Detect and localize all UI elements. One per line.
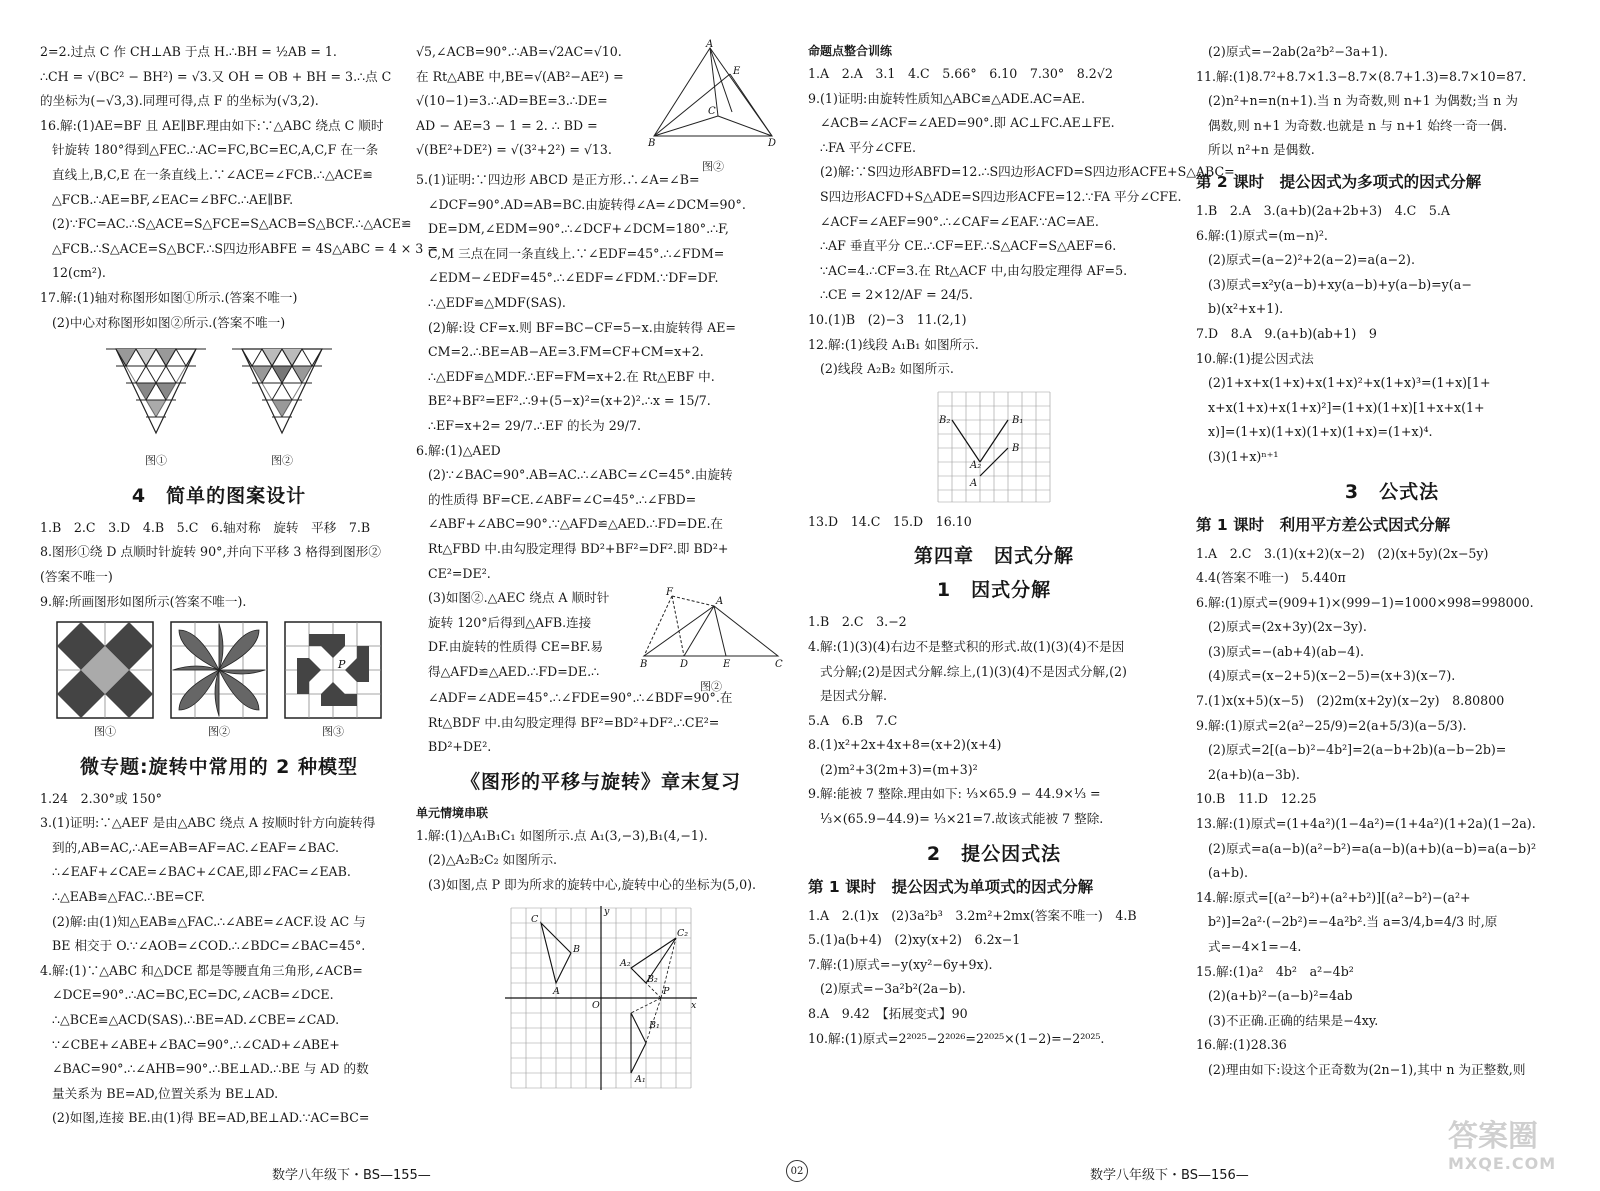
text-line: ∠BAC=90°.∴∠AHB=90°.∴BE⊥AD.∴BE 与 AD 的数: [52, 1061, 369, 1077]
text-line: (3)不正确.正确的结果是−4xy.: [1208, 1012, 1379, 1028]
watermark-logo: [1448, 1120, 1588, 1180]
col4-block-c: [1196, 542, 1588, 1083]
point-label: B₂: [939, 414, 951, 426]
figure-caption: 图①: [94, 725, 116, 739]
point-label: A₂: [620, 957, 631, 969]
text-line: 针旋转 180°得到△FEC.∴AC=FC,BC=EC,A,C,F 在一条: [52, 142, 379, 158]
triangle-pattern-figures: [40, 341, 398, 474]
text-line: △FCB.∴S△ACE=S△BCF.∴S四边形ABFE = 4S△ABC = 4 × 3 =: [52, 240, 438, 256]
text-line: √5,∠ACB=90°.∴AB=√2AC=√10.: [416, 44, 622, 59]
text-line: ∴△EDF≌△MDF(SAS).: [428, 294, 566, 310]
diamond-pattern: [55, 620, 155, 720]
text-line: (3)原式=x²y(a−b)+xy(a−b)+y(a−b)=y(a−: [1208, 276, 1472, 292]
text-line: (2)如图,连接 BE.由(1)得 BE=AD,BE⊥AD.∵AC=BC=: [52, 1110, 370, 1126]
text-line: 15.解:(1)a² 4b² a²−4b²: [1196, 963, 1354, 979]
text-line: ∴∠EAF+∠CAE=∠BAC+∠CAE,即∠FAC=∠EAB.: [52, 864, 351, 880]
lesson-title: 第 1 课时 提公因式为单项式的因式分解: [808, 877, 1094, 896]
text-line: 16.解:(1)28.36: [1196, 1037, 1287, 1053]
section-title: 《图形的平移与旋转》章末复习: [460, 770, 741, 793]
figure-caption: 图②: [702, 159, 724, 173]
pinwheel-pattern: [283, 620, 383, 720]
text-line: (3)原式=−(ab+4)(ab−4).: [1208, 643, 1365, 659]
text-line: BE 相交于 O.∵∠AOB=∠COD.∴∠BDC=∠BAC=45°.: [52, 938, 366, 954]
text-line: ∴AF 垂直平分 CE.∴CF=EF.∴S△ACF=S△AEF=6.: [820, 238, 1117, 254]
text-line: (2)原式=(a−2)²+2(a−2)=a(a−2).: [1208, 252, 1415, 268]
petal-pattern: [169, 620, 269, 720]
text-line: √(10−1)=3.∴AD=BE=3.∴DE=: [416, 93, 608, 109]
col1-block-b: [40, 516, 398, 614]
text-line: Rt△FBD 中.由勾股定理得 BD²+BF²=DF².即 BD²+: [428, 540, 729, 556]
text-line: 16.解:(1)AE=BF 且 AE∥BF.理由如下:∵△ABC 绕点 C 顺时: [40, 117, 384, 133]
text-line: ∠DCE=90°.∴AC=BC,EC=DC,∠ACB=∠DCE.: [52, 987, 334, 1003]
text-line: (2)原式=−2ab(2a²b²−3a+1).: [1208, 44, 1388, 59]
text-line: ∠EDM−∠EDF=45°.∴∠EDF=∠FDM.∵DF=DF.: [428, 270, 719, 286]
text-line: DF.由旋转的性质得 CE=BF.易: [428, 639, 604, 655]
point-label: B: [648, 138, 656, 149]
text-line: 13.解:(1)原式=(1+4a²)(1−4a²)=(1+4a²)(1+2a)(1−2a).: [1196, 816, 1536, 832]
text-line: 1.解:(1)△A₁B₁C₁ 如图所示.点 A₁(3,−3),B₁(4,−1).: [416, 827, 708, 843]
text-line: 5.(1)a(b+4) (2)xy(x+2) 6.2x−1: [808, 932, 1021, 948]
text-line: 的性质得 BF=CE.∠ABF=∠C=45°.∴∠FBD=: [428, 491, 697, 507]
text-line: (2)解:∵S四边形ABFD=12.∴S四边形ACFD=S四边形ACFE+S△ABC=: [820, 164, 1235, 180]
text-line: 4.4(答案不唯一) 5.440π: [1196, 570, 1346, 586]
text-line: (2)原式=a(a−b)(a²−b²)=a(a−b)(a+b)(a−b)=a(a−b)²: [1208, 840, 1537, 856]
point-label: D: [680, 659, 689, 671]
text-line: (2)1+x+x(1+x)+x(1+x)²+x(1+x)³=(1+x)[1+: [1208, 375, 1491, 391]
point-label: C: [708, 106, 716, 117]
text-line: (a+b).: [1208, 865, 1248, 881]
col4-block-b: [1196, 199, 1588, 470]
text-line: ∠ACF=∠AEF=90°.∴∠CAF=∠EAF.∵AC=AE.: [820, 213, 1099, 229]
col3-block-a: [808, 62, 1235, 382]
text-line: 到的,AB=AC,∴AE=AB=AF=AC.∠EAF=∠BAC.: [52, 839, 340, 855]
text-line: (2)(a+b)²−(a−b)²=4ab: [1208, 988, 1353, 1004]
triangle-grid-pattern-2: [232, 341, 332, 449]
text-line: CE²=DE².: [428, 565, 491, 581]
text-line: △FCB.∴AE=BF,∠EAC=∠BFC.∴AE∥BF.: [52, 191, 294, 207]
text-line: 旋转 120°后得到△AFB.连接: [428, 614, 592, 630]
text-line: 1.B 2.C 3.−2: [808, 614, 907, 630]
point-label: B: [573, 943, 580, 955]
col1-block-c: [40, 787, 398, 1131]
text-line: 式分解;(2)是因式分解.综上,(1)(3)(4)不是因式分解,(2): [820, 663, 1127, 679]
point-label: D: [768, 138, 777, 149]
point-label: A: [553, 985, 560, 997]
text-line: 5.(1)证明:∵四边形 ABCD 是正方形.∴∠A=∠B=: [416, 172, 700, 187]
text-line: ∵∠CBE+∠ABE+∠BAC=90°.∴∠CAD+∠ABE+: [52, 1036, 340, 1052]
text-line: x)]=(1+x)(1+x)(1+x)(1+x)=(1+x)⁴.: [1208, 424, 1433, 440]
text-line: 12.解:(1)线段 A₁B₁ 如图所示.: [808, 336, 979, 352]
section-title: 1 因式分解: [936, 579, 1052, 602]
figure-3: [283, 620, 383, 745]
page-footer-left: 数学八年级下・BS—155—: [272, 1168, 431, 1183]
text-line: 3.(1)证明:∵△AEF 是由△ABC 绕点 A 按顺时针方向旋转得: [40, 815, 376, 831]
point-label: E: [733, 66, 741, 77]
lesson-title: 第 1 课时 利用平方差公式因式分解: [1196, 515, 1451, 534]
coordinate-grid: [501, 904, 701, 1092]
axis-label: x: [691, 999, 697, 1011]
text-line: ∴△EDF≌△MDF.∴EF=FM=x+2.在 Rt△EBF 中.: [428, 368, 715, 384]
text-line: (2)解:由(1)知△EAB≌△FAC.∴∠ABE=∠ACF.设 AC 与: [52, 913, 366, 929]
point-label: C: [775, 659, 783, 671]
text-line: 直线上,B,C,E 在一条直线上.∵∠ACE=∠FCB.∴△ACE≌: [52, 166, 373, 182]
segment-grid-figure: [808, 388, 1180, 506]
text-line: √(BE²+DE²) = √(3²+2²) = √13.: [416, 142, 612, 158]
section-title: 微专题:旋转中常用的 2 种模型: [79, 755, 359, 778]
text-line: 1.A 2.A 3.1 4.C 5.66° 6.10 7.30° 8.2√2: [808, 66, 1113, 81]
text-line: b²)]=2a²·(−2b²)=−4a²b².当 a=3/4,b=4/3 时,原: [1208, 914, 1498, 930]
triangle-grid-pattern-1: [106, 341, 206, 449]
point-label: B₂: [647, 973, 658, 985]
point-label: A₁: [635, 1073, 646, 1085]
figure-top-right: [648, 40, 778, 179]
text-line: 2(a+b)(a−3b).: [1208, 766, 1300, 782]
text-line: DE=DM,∠EDM=90°.∴∠DCF+∠DCM=180°.∴F,: [428, 221, 729, 237]
text-line: 式=−4×1=−4.: [1208, 939, 1302, 954]
lesson-title: 第 2 课时 提公因式为多项式的因式分解: [1196, 172, 1482, 191]
point-label: B₁: [649, 1019, 660, 1031]
text-line: (2)原式=−3a²b²(2a−b).: [820, 981, 966, 997]
point-label: B: [640, 659, 648, 671]
text-line: ∴EF=x+2= 29/7.∴EF 的长为 29/7.: [428, 417, 642, 433]
point-label: A₂: [970, 459, 982, 471]
text-line: 在 Rt△ABE 中,BE=√(AB²−AE²) =: [416, 68, 624, 84]
text-line: 6.解:(1)△AED: [416, 442, 501, 458]
page-footer-right: 数学八年级下・BS—156—: [1090, 1168, 1249, 1183]
geometry-figure-2: [638, 586, 784, 670]
text-line: AD − AE=3 − 1 = 2. ∴ BD =: [416, 117, 598, 133]
text-line: 8.A 9.42 【拓展变式】90: [808, 1006, 968, 1022]
text-line: 1.A 2.(1)x (2)3a²b³ 3.2m²+2mx(答案不唯一) 4.B: [808, 907, 1137, 923]
column-3: [808, 40, 1235, 1160]
text-line: 11.解:(1)8.7²+8.7×1.3−8.7×(8.7+1.3)=8.7×10=87.: [1196, 68, 1527, 84]
text-line: 9.(1)证明:由旋转性质知△ABC≌△ADE.AC=AE.: [808, 90, 1085, 106]
text-line: 10.B 11.D 12.25: [1196, 791, 1317, 807]
text-line: ∠ADF=∠ADE=45°.∴∠FDE=90°.∴∠BDF=90°.在: [428, 690, 733, 706]
text-line: 14.解:原式=[(a²−b²)+(a²+b²)][(a²−b²)−(a²+: [1196, 889, 1471, 905]
text-line: (2)△A₂B₂C₂ 如图所示.: [428, 852, 558, 868]
text-line: 1.B 2.C 3.D 4.B 5.C 6.轴对称 旋转 平移 7.B: [40, 519, 371, 535]
text-line: 1.24 2.30°或 150°: [40, 790, 162, 806]
point-label: C₂: [677, 927, 689, 939]
text-line: 8.图形①绕 D 点顺时针旋转 90°,并向下平移 3 格得到图形②: [40, 544, 381, 560]
figure-2: [232, 341, 332, 474]
col2-block-d: [416, 824, 786, 898]
text-line: 6.解:(1)原式=(909+1)×(999−1)=1000×998=998000.: [1196, 594, 1534, 610]
text-line: 偶数,则 n+1 为奇数.也就是 n 与 n+1 始终一奇一偶.: [1208, 117, 1507, 133]
figure-1: [55, 620, 155, 745]
text-line: ∴△BCE≌△ACD(SAS).∴BE=AD.∠CBE=∠CAD.: [52, 1012, 340, 1028]
axis-label: y: [604, 905, 610, 917]
text-line: (2)中心对称图形如图②所示.(答案不唯一): [52, 314, 286, 330]
text-line: (3)如图②.△AEC 绕点 A 顺时针: [428, 590, 610, 606]
point-label: A: [970, 477, 978, 489]
text-line: 4.解:(1)∵△ABC 和△DCE 都是等腰直角三角形,∠ACB=: [40, 962, 363, 978]
text-line: 9.解:所画图形如图所示(答案不唯一).: [40, 593, 247, 609]
text-line: (2)线段 A₂B₂ 如图所示.: [820, 361, 954, 377]
text-line: (2)理由如下:设这个正奇数为(2n−1),其中 n 为正整数,则: [1208, 1061, 1526, 1077]
watermark-url: MXQE.COM: [1448, 1154, 1557, 1173]
col2-top: [416, 39, 786, 173]
col4-block-a: [1196, 40, 1588, 163]
text-line: 8.(1)x²+2x+4x+8=(x+2)(x+4): [808, 737, 1002, 753]
text-line: 5.A 6.B 7.C: [808, 712, 898, 728]
text-line: 的坐标为(−√3,3).同理可得,点 F 的坐标为(√3,2).: [40, 93, 319, 109]
column-1: [40, 40, 438, 1160]
geometry-figure: [648, 40, 778, 152]
pattern-design-figures: [40, 620, 398, 745]
text-line: 4.解:(1)(3)(4)右边不是整式积的形式.故(1)(3)(4)不是因: [808, 638, 1125, 654]
column-2: [416, 40, 786, 1160]
text-line: (2)原式=(2x+3y)(2x−3y).: [1208, 619, 1367, 635]
point-label: A: [706, 39, 714, 50]
text-line: 10.解:(1)提公因式法: [1196, 350, 1314, 366]
text-line: 9.解:(1)原式=2(a²−25/9)=2(a+5/3)(a−5/3).: [1196, 717, 1467, 733]
text-line: 10.(1)B (2)−3 11.(2,1): [808, 311, 967, 327]
point-label: F: [666, 587, 673, 599]
text-line: (4)原式=(x−2+5)(x−2−5)=(x+3)(x−7).: [1208, 668, 1456, 684]
text-line: ∴CH = √(BC² − BH²) = √3.又 OH = OB + BH = 3.∴点 C: [40, 68, 392, 84]
chapter-title: 第四章 因式分解: [913, 545, 1074, 568]
column-4: [1196, 40, 1588, 1160]
text-line: CM=2.∴BE=AB−AE=3.FM=CF+CM=x+2.: [428, 344, 704, 360]
text-line: 1.A 2.C 3.(1)(x+2)(x−2) (2)(x+5y)(2x−5y): [1196, 545, 1489, 561]
text-line: (2)n²+n=n(n+1).当 n 为奇数,则 n+1 为偶数;当 n 为: [1208, 93, 1518, 109]
figure-caption: 图②: [208, 725, 230, 739]
section-title: 3 公式法: [1344, 480, 1440, 503]
figure-1: [106, 341, 206, 474]
col2-mid: [416, 586, 786, 693]
text-line: (答案不唯一): [40, 568, 113, 584]
text-line: 所以 n²+n 是偶数.: [1208, 142, 1315, 158]
point-label: A: [716, 596, 724, 608]
point-label: B₁: [1012, 414, 1024, 426]
text-line: 7.D 8.A 9.(a+b)(ab+1) 9: [1196, 325, 1377, 341]
text-line: (2)∵FC=AC.∴S△ACE=S△FCE=S△ACB=S△BCF.∴△ACE≌: [52, 216, 412, 232]
figure-caption: 图②: [271, 454, 293, 468]
subsection-tag: 单元情境串联: [416, 805, 489, 820]
text-line: 13.D 14.C 15.D 16.10: [808, 513, 972, 529]
text-line: ∵AC=4.∴CF=3.在 Rt△ACF 中,由勾股定理得 AF=5.: [820, 262, 1128, 278]
text-line: BE²+BF²=EF².∴9+(5−x)²=(x+2)².∴x = 15/7.: [428, 393, 711, 409]
text-line: (2)解:设 CF=x.则 BF=BC−CF=5−x.由旋转得 AE=: [428, 319, 736, 335]
section-title: 2 提公因式法: [926, 842, 1062, 865]
text-line: 17.解:(1)轴对称图形如图①所示.(答案不唯一): [40, 289, 298, 305]
text-line: 是因式分解.: [820, 688, 887, 704]
text-line: (3)(1+x)ⁿ⁺¹: [1208, 448, 1279, 464]
text-line: ∠DCF=90°.AD=AB=BC.由旋转得∠A=∠DCM=90°.: [428, 196, 746, 212]
axis-label: O: [592, 999, 600, 1011]
text-line: ∠ABF+∠ABC=90°.∵△AFD≌△AED.∴FD=DE.在: [428, 516, 723, 532]
col3-block-c: [808, 610, 1180, 831]
text-line: 9.解:能被 7 整除.理由如下: ⅓×65.9 − 44.9×⅓ =: [808, 786, 1101, 802]
text-line: ∴CE = 2×12/AF = 24/5.: [820, 287, 973, 303]
text-line: BD²+DE².: [428, 739, 492, 755]
point-label: E: [723, 659, 731, 671]
text-line: b)(x²+x+1).: [1208, 301, 1284, 317]
point-label: B: [1012, 442, 1020, 454]
text-line: S四边形ACFD+S△ADE=S四边形ACFE=12.∵FA 平分∠CFE.: [820, 188, 1182, 204]
text-line: x+x(1+x)+x(1+x)²]=(1+x)(1+x)[1+x+x(1+: [1208, 399, 1485, 415]
section-title: 4 简单的图案设计: [131, 484, 307, 507]
text-line: (3)如图,点 P 即为所求的旋转中心,旋转中心的坐标为(5,0).: [428, 877, 757, 893]
col3-block-d: [808, 904, 1180, 1052]
subsection-tag: 命题点整合训练: [808, 44, 893, 58]
col2-mid-text: [416, 586, 636, 684]
page-badge: 02: [786, 1160, 808, 1182]
text-line: ⅓×(65.9−44.9)= ⅓×21=7.故该式能被 7 整除.: [820, 811, 1104, 827]
text-line: 2=2.过点 C 作 CH⊥AB 于点 H.∴BH = ½AB = 1.: [40, 44, 337, 59]
text-line: 得△AFD≌△AED.∴FD=DE.∴: [428, 663, 600, 679]
text-line: (2)∵∠BAC=90°.AB=AC.∴∠ABC=∠C=45°.由旋转: [428, 467, 733, 483]
text-line: 1.B 2.A 3.(a+b)(2a+2b+3) 4.C 5.A: [1196, 202, 1451, 218]
text-line: ∴△EAB≌△FAC.∴BE=CF.: [52, 889, 205, 905]
text-line: ∠ACB=∠ACF=∠AED=90°.即 AC⊥FC.AE⊥FE.: [820, 115, 1115, 131]
text-line: (2)m²+3(2m+3)=(m+3)²: [820, 761, 978, 777]
figure-caption: 图②: [700, 679, 722, 693]
text-line: 6.解:(1)原式=(m−n)².: [1196, 227, 1328, 243]
figure-caption: 图③: [322, 725, 344, 739]
col2-top-text: [416, 40, 636, 163]
text-line: Rt△BDF 中.由勾股定理得 BF²=BD²+DF².∴CE²=: [428, 714, 720, 730]
segment-grid: [934, 388, 1054, 506]
point-label: P: [338, 658, 346, 672]
col2-block-a: [416, 168, 786, 586]
figure-2: [169, 620, 269, 745]
figure-caption: 图①: [145, 454, 167, 468]
text-line: 10.解:(1)原式=2²⁰²⁵−2²⁰²⁶=2²⁰²⁵×(1−2)=−2²⁰²⁵.: [808, 1030, 1105, 1046]
point-label: P: [663, 985, 670, 997]
watermark-text: 答案圈: [1448, 1119, 1538, 1154]
text-line: 7.(1)x(x+5)(x−5) (2)2m(x+2y)(x−2y) 8.80800: [1196, 693, 1505, 709]
col3-block-b: [808, 510, 1180, 535]
text-line: ∴FA 平分∠CFE.: [820, 139, 917, 155]
figure-mid-right: [638, 586, 784, 699]
col1-block-a: [40, 40, 438, 335]
text-line: 7.解:(1)原式=−y(xy²−6y+9x).: [808, 956, 993, 972]
point-label: C: [531, 913, 539, 925]
text-line: 12(cm²).: [52, 265, 106, 281]
text-line: C,M 三点在同一条直线上.∵∠EDF=45°.∴∠FDM=: [428, 245, 725, 261]
text-line: 量关系为 BE=AD,位置关系为 BE⊥AD.: [52, 1085, 279, 1101]
text-line: (2)原式=2[(a−b)²−4b²]=2(a−b+2b)(a−b−2b)=: [1208, 742, 1507, 758]
coordinate-grid-figure: [416, 904, 786, 1092]
